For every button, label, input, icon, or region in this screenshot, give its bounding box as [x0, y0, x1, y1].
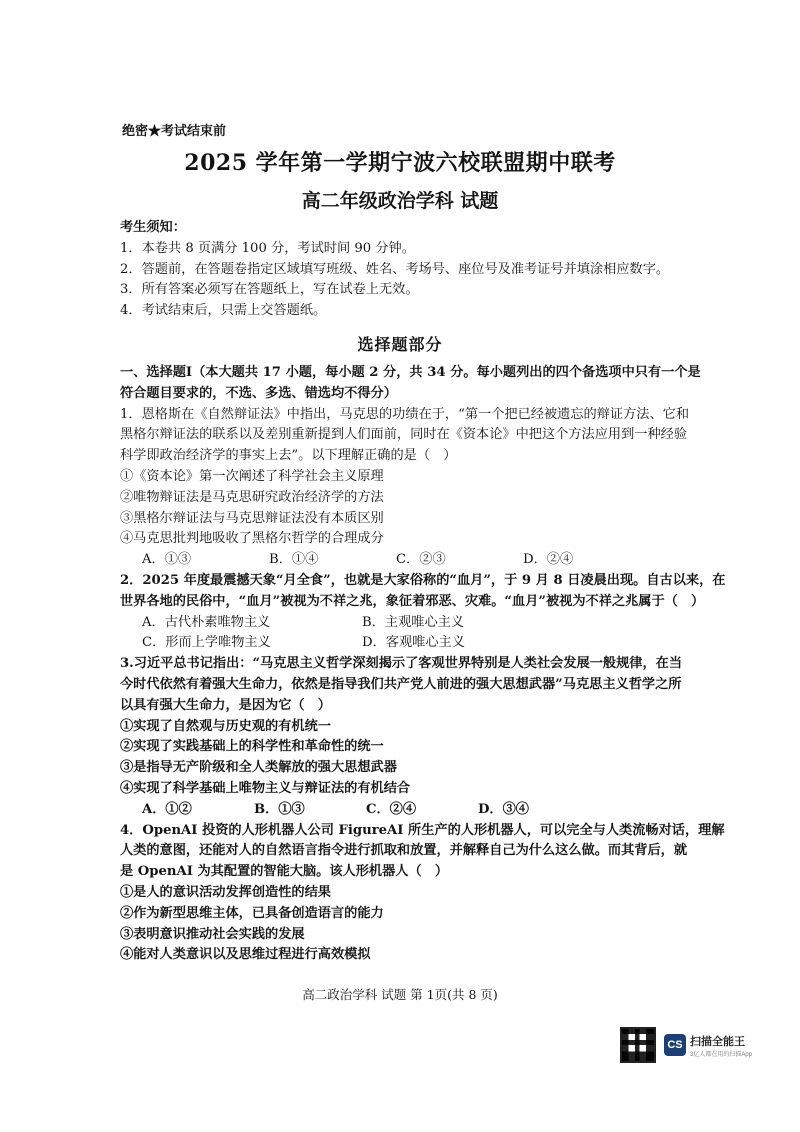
- question-1-statement: ④马克思批判地吸收了黑格尔哲学的合理成分: [120, 531, 384, 547]
- question-4-statement: ②作为新型思维主体，已具备创造语言的能力: [120, 905, 384, 921]
- question-4-stem: 是 OpenAI 为其配置的智能大脑。该人形机器人（ ）: [120, 864, 449, 880]
- question-3-stem: 今时代依然有着强大生命力，依然是指导我们共产党人前进的强大思想武器”马克思主义哲学之所: [120, 676, 682, 692]
- scanner-text: [690, 1033, 752, 1058]
- question-3-statement: ④实现了科学基础上唯物主义与辩证法的有机结合: [120, 780, 411, 796]
- qr-code-icon: [620, 1027, 656, 1063]
- question-3-statement: ③是指导无产阶级和全人类解放的强大思想武器: [120, 760, 397, 776]
- option-d: D．客观唯心主义: [362, 635, 465, 651]
- confidential-mark: 绝密★考试结束前: [122, 124, 227, 139]
- notice-item: 1．本卷共 8 页满分 100 分，考试时间 90 分钟。: [120, 240, 415, 256]
- option-d: D．②④: [523, 552, 574, 568]
- question-4-statement: ③表明意识推动社会实践的发展: [120, 926, 305, 942]
- question-1-options: [120, 550, 740, 571]
- option-b: B．①④: [269, 552, 319, 568]
- question-1-stem: 黑格尔辩证法的联系以及差别重新提到人们面前，同时在《资本论》中把这个方法应用到一种经验: [120, 427, 688, 443]
- option-d: D．③④: [478, 801, 529, 817]
- option-c: C．②③: [396, 552, 446, 568]
- option-a: A．①②: [142, 801, 192, 817]
- section-instruction: 符合题目要求的，不选、多选、错选均不得分）: [120, 385, 397, 401]
- scanner-watermark: [620, 1027, 752, 1063]
- question-1-stem: 科学即政治经济学的事实上去”。以下理解正确的是（ ）: [120, 448, 457, 464]
- question-2-options: [120, 633, 740, 654]
- question-3-statement: ①实现了自然观与历史观的有机统一: [120, 718, 331, 734]
- notice-item: 4．考试结束后，只需上交答题纸。: [120, 303, 327, 319]
- scanner-tagline: 3亿人都在用的扫描App: [690, 1051, 753, 1058]
- question-3-stem: 3.习近平总书记指出：“马克思主义哲学深刻揭示了客观世界特别是人类社会发展一般规律，在当: [120, 656, 683, 672]
- option-b: B．主观唯心主义: [362, 614, 465, 630]
- question-4-statement: ④能对人类意识以及思维过程进行高效模拟: [120, 947, 371, 963]
- notice-item: 2．答题前，在答题卷指定区域填写班级、姓名、考场号、座位号及准考证号并填涂相应数字。: [120, 261, 670, 277]
- camscanner-logo-icon: CS: [664, 1034, 686, 1056]
- scanner-app-name: 扫描全能王: [690, 1035, 745, 1048]
- exam-subtitle: 高二年级政治学科 试题: [301, 190, 499, 212]
- exam-title: 2025 学年第一学期宁波六校联盟期中联考: [184, 150, 616, 176]
- question-3-stem: 以具有强大生命力，是因为它（ ）: [120, 697, 331, 713]
- candidate-notice: [120, 218, 740, 322]
- section-title: 选择题部分: [357, 335, 443, 354]
- question-2-stem: 2．2025 年度最震撼天象“月全食”，也就是大家俗称的“血月”，于 9 月 8 日凌晨出现。自古以来，在: [120, 572, 726, 588]
- question-4-statement: ①是人的意识活动发挥创造性的结果: [120, 884, 331, 900]
- question-3-options: [120, 800, 740, 821]
- question-1-stem: 1．恩格斯在《自然辩证法》中指出，马克思的功绩在于，“第一个把已经被遗忘的辩证方法、它和: [120, 406, 690, 422]
- question-1-statement: ②唯物辩证法是马克思研究政治经济学的方法: [120, 489, 384, 505]
- option-c: C．②④: [366, 801, 417, 817]
- question-4-stem: 4．OpenAI 投资的人形机器人公司 FigureAI 所生产的人形机器人，可以完全与人类流畅对话，理解: [120, 822, 725, 838]
- question-3-statement: ②实现了实践基础上的科学性和革命性的统一: [120, 739, 384, 755]
- option-b: B．①③: [254, 801, 305, 817]
- notice-heading: 考生须知：: [120, 220, 186, 235]
- question-2-options: [120, 613, 740, 634]
- question-1-statement: ③黑格尔辩证法与马克思辩证法没有本质区别: [120, 510, 384, 526]
- option-a: A．古代朴素唯物主义: [142, 614, 271, 630]
- section-instruction: 一、选择题Ⅰ（本大题共 17 小题，每小题 2 分，共 34 分。每小题列出的四个备选项中只有一个是: [120, 365, 701, 380]
- option-a: A．①③: [142, 552, 192, 568]
- notice-item: 3．所有答案必须写在答题纸上，写在试卷上无效。: [120, 282, 419, 298]
- question-4-stem: 人类的意图，还能对人的自然语言指令进行抓取和放置，并解释自己为什么这么做。而其背后，就: [120, 843, 688, 859]
- question-2-stem: 世界各地的民俗中，“血月”被视为不祥之兆，象征着邪恶、灾难。“血月”被视为不祥之兆属于（ ）: [120, 593, 705, 609]
- option-c: C．形而上学唯物主义: [142, 635, 271, 651]
- page-footer: 高二政治学科 试题 第 1页(共 8 页): [302, 987, 498, 1002]
- questions-area: [120, 363, 740, 966]
- question-1-statement: ①《资本论》第一次阐述了科学社会主义原理: [120, 468, 384, 484]
